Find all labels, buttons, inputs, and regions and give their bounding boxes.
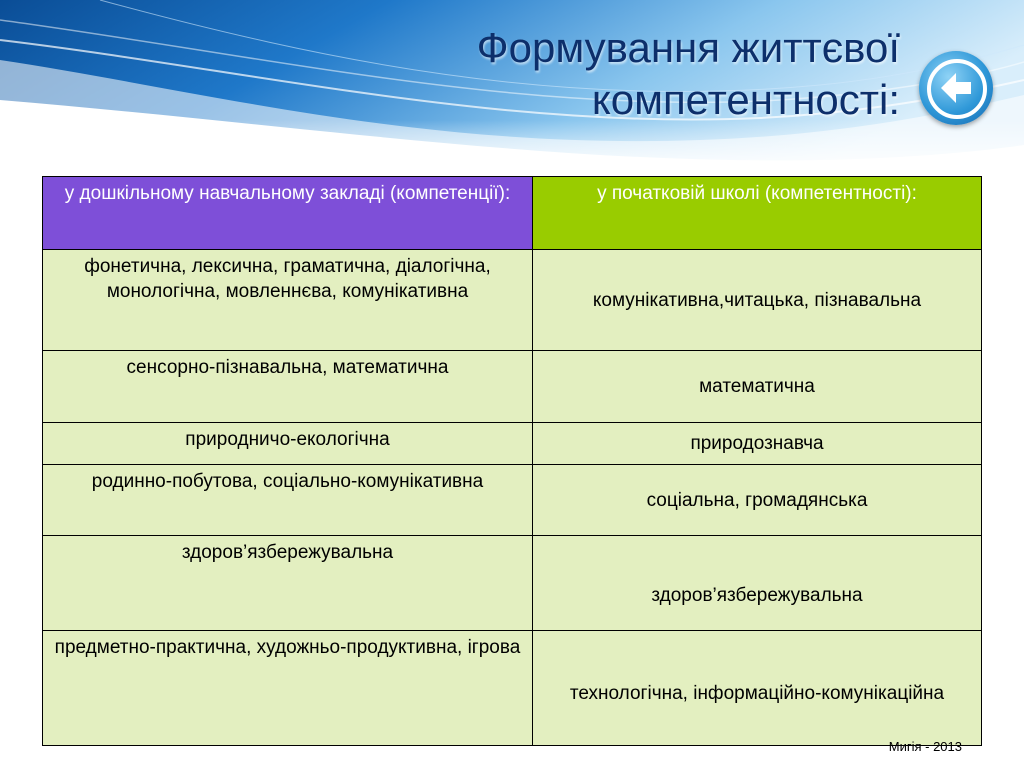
primary-school-cell: комунікативна,читацька, пізнавальна — [533, 250, 982, 351]
table-row — [43, 423, 982, 465]
page-title — [300, 22, 900, 126]
footer-author: Мигія - 2013 — [888, 739, 962, 754]
preschool-cell: сенсорно-пізнавальна, математична — [43, 351, 533, 423]
preschool-cell: фонетична, лексична, граматична, діалогічна, монологічна, мовленнєва, комунікативна — [43, 250, 533, 351]
preschool-cell: здоров’язбережувальна — [43, 536, 533, 631]
primary-school-cell: технологічна, інформаційно-комунікаційна — [533, 631, 982, 746]
primary-school-cell: здоров’язбережувальна — [533, 536, 982, 631]
header-primary-school: у початковій школі (компетентності): — [533, 177, 982, 250]
table-row — [43, 536, 982, 631]
preschool-cell: предметно-практична, художньо-продуктивна, ігрова — [43, 631, 533, 746]
title-line-2: компетентності: — [591, 76, 900, 123]
table-row — [43, 250, 982, 351]
table-header-row — [43, 177, 982, 250]
primary-school-cell: соціальна, громадянська — [533, 465, 982, 536]
title-line-1: Формування життєвої — [476, 24, 900, 71]
primary-school-cell: математична — [533, 351, 982, 423]
primary-school-cell: природознавча — [533, 423, 982, 465]
header-preschool: у дошкільному навчальному закладі (компетенції): — [43, 177, 533, 250]
table-row — [43, 351, 982, 423]
arrow-left-icon — [919, 51, 993, 125]
preschool-cell: родинно-побутова, соціально-комунікативна — [43, 465, 533, 536]
table-row — [43, 465, 982, 536]
competence-table — [42, 176, 982, 746]
back-button[interactable] — [919, 51, 993, 125]
preschool-cell: природничо-екологічна — [43, 423, 533, 465]
table-row — [43, 631, 982, 746]
